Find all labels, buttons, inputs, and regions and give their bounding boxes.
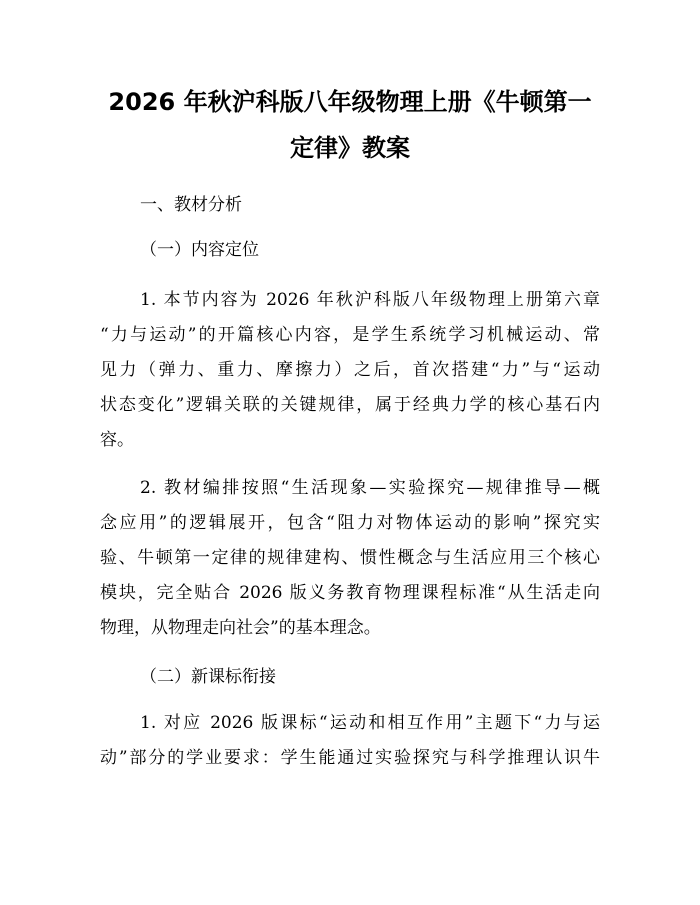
paragraph-2-line-2: 念应用”的逻辑展开，包含“阻力对物体运动的影响”探究实 [100,513,600,533]
paragraph-1-line-5: 容。 [100,430,134,450]
subsection-heading-new-curriculum-link: （二）新课标衔接 [140,667,276,687]
paragraph-3-line-1: 1. 对应 2026 版课标“运动和相互作用”主题下“力与运 [140,713,600,733]
paragraph-1-line-3: 见力（弹力、重力、摩擦力）之后，首次搭建“力”与“运动 [100,360,600,380]
paragraph-1-line-1: 1. 本节内容为 2026 年秋沪科版八年级物理上册第六章 [140,290,600,310]
paragraph-1-line-4: 状态变化”逻辑关联的关键规律，属于经典力学的核心基石内 [100,395,600,415]
paragraph-1-line-2: “力与运动”的开篇核心内容，是学生系统学习机械运动、常 [100,325,600,345]
paragraph-2-line-4: 模块，完全贴合 2026 版义务教育物理课程标准“从生活走向 [100,583,600,603]
section-heading-textbook-analysis: 一、教材分析 [140,195,242,215]
paragraph-2-line-5: 物理，从物理走向社会”的基本理念。 [100,618,381,638]
document-title-line-1: 2026 年秋沪科版八年级物理上册《牛顿第一 [108,88,592,116]
paragraph-2-line-3: 验、牛顿第一定律的规律建构、惯性概念与生活应用三个核心 [100,548,600,568]
subsection-heading-content-positioning: （一）内容定位 [140,240,259,260]
paragraph-3-line-2: 动”部分的学业要求：学生能通过实验探究与科学推理认识牛 [100,748,600,768]
document-title-line-2: 定律》教案 [290,134,410,162]
paragraph-2-line-1: 2. 教材编排按照“生活现象—实验探究—规律推导—概 [140,478,600,498]
